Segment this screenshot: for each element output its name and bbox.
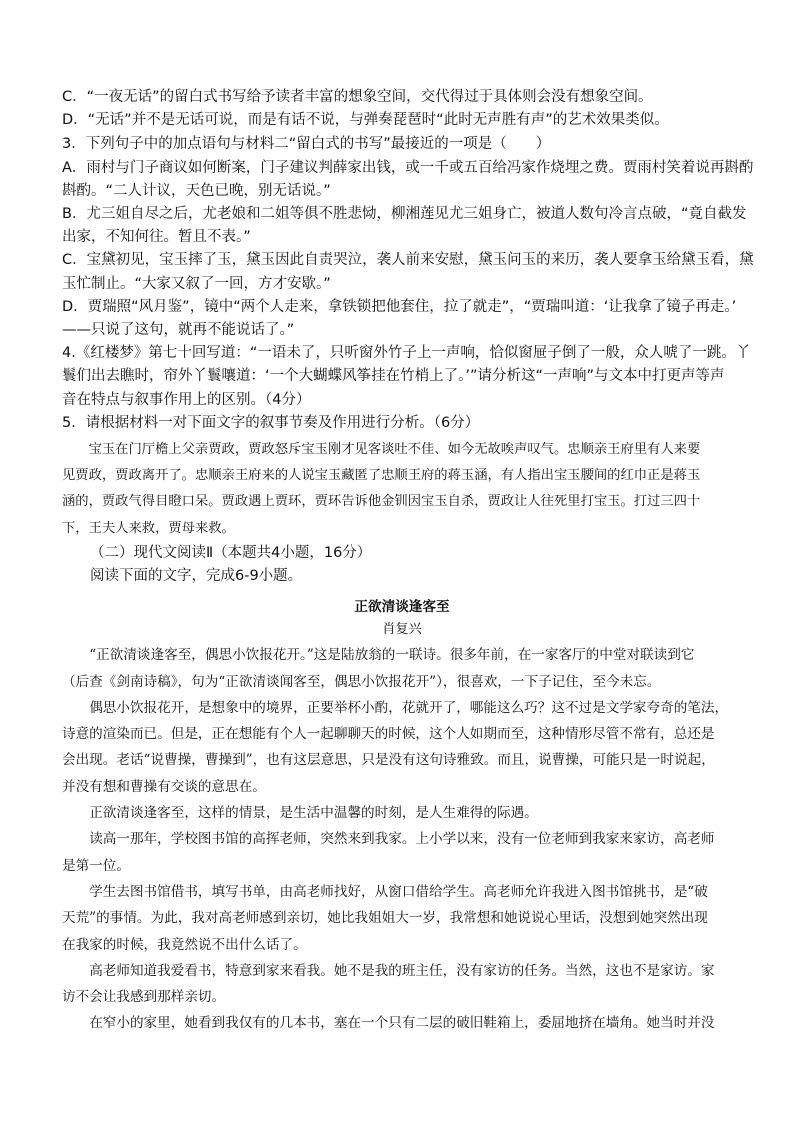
article-title: 正欲清谈逢客至 — [354, 599, 450, 616]
article-paragraph-line: 诗意的渲染而已。但是，正在想能有个人一起聊聊天的时候，这个人如期而至，这种情形尽管不常有，总还是 — [62, 726, 715, 743]
article-paragraph-line: 在窄小的家里，她看到我仅有的几本书，塞在一个只有二层的破旧鞋箱上，委屈地挤在墙角。她当时并没 — [89, 1015, 715, 1032]
q5-passage-line: 见贾政，贾政离开了。忠顺亲王府来的人说宝玉藏匿了忠顺王府的蒋玉涵，有人指出宝玉腰间的红巾正是蒋玉 — [62, 468, 701, 484]
document-page — [62, 86, 754, 1037]
question-4-line3: 音在特点与叙事作用上的区别。（4分） — [62, 391, 311, 408]
section-instruction: 阅读下面的文字，完成6-9小题。 — [90, 568, 303, 585]
article-paragraph-line: “正欲清谈逢客至，偶思小饮报花开。”这是陆放翁的一联诗。很多年前，在一家客厅的中堂对联读到它 — [89, 647, 695, 664]
article-paragraph-line: 读高一那年，学校图书馆的高挥老师，突然来到我家。上小学以来，没有一位老师到我家来家访，高老师 — [89, 831, 715, 848]
article-paragraph-line: 正欲清谈逢客至，这样的情景，是生活中温馨的时刻，是人生难得的际遇。 — [89, 805, 538, 822]
article-paragraph-line: 学生去图书馆借书，填写书单，由高老师找好，从窗口借给学生。高老师允许我进入图书馆挑书，是“破 — [89, 883, 708, 900]
q3-option-a-line2: 斟酌。“二人计议，天色已晚，别无话说。” — [62, 182, 331, 199]
q3-option-d-line2: ——只说了这句，就再不能说话了。” — [62, 322, 295, 339]
question-5-passage — [62, 437, 742, 542]
question-4-line2: 鬟们出去瞧时，帘外丫鬟嚷道：‘一个大蝴蝶风筝挂在竹梢上了。’”请分析这“一声响”与文本中打更声等声 — [62, 368, 725, 385]
question-5-stem: 5．请根据材料一对下面文字的叙事节奏及作用进行分析。（6分） — [62, 414, 480, 431]
article-paragraph-line: 在我家的时候，我竟然说不出什么话了。 — [62, 936, 307, 953]
article-body — [62, 642, 742, 1036]
article-paragraph-line: 高老师知道我爱看书，特意到家来看我。她不是我的班主任，没有家访的任务。当然，这也不是家访。家 — [89, 962, 715, 979]
option-c: C．“一夜无话”的留白式书写给予读者丰富的想象空间，交代得过于具体则会没有想象空间。 — [62, 89, 653, 105]
q3-option-d-line1: D．贾瑞照“风月鉴”，镜中“两个人走来，拿铁锁把他套住，拉了就走”，“贾瑞叫道：‘让我拿了镜子再走。’ — [62, 298, 737, 315]
q3-option-b-line1: B．尤三姐自尽之后，尤老娘和二姐等俱不胜悲恸，柳湘莲见尤三姐身亡，被道人数句冷言点破，“竟自截发 — [62, 206, 747, 223]
q3-option-a-line1: A．雨村与门子商议如何断案，门子建议判薛家出钱，或一千或五百给冯家作烧埋之费。贾雨村笑着说再斟酌 — [62, 159, 754, 176]
section-heading: （二）现代文阅读Ⅱ（本题共4小题，16分） — [90, 544, 372, 561]
question-3-stem: 3．下列句子中的加点语句与材料二“留白式的书写”最接近的一项是（ ） — [62, 136, 551, 153]
q5-passage-line: 涵的，贾政气得目瞪口呆。贾政遇上贾环，贾环告诉他金钏因宝玉自杀，贾政让人往死里打宝玉。打过三四十 — [62, 494, 701, 510]
article-paragraph-line: 偶思小饮报花开，是想象中的境界，正要举杯小酌，花就开了，哪能这么巧？这不过是文学家夸奇的笔法， — [89, 699, 729, 716]
article-paragraph-line: 并没有想和曹操有交谈的意思在。 — [62, 778, 266, 795]
q3-option-c-line1: C．宝黛初见，宝玉摔了玉，黛玉因此自责哭泣，袭人前来安慰，黛玉问玉的来历，袭人要拿玉给黛玉看，黛 — [62, 252, 754, 269]
article-paragraph-line: 会出现。老话“说曹操，曹操到”，也有这层意思，只是没有这句诗雅致。而且，说曹操，可能只是一时说起， — [62, 752, 715, 769]
article-paragraph-line: 是第一位。 — [62, 857, 130, 874]
q3-option-c-line2: 玉忙制止。“大家又叙了一回，方才安歇。” — [62, 275, 331, 292]
article-paragraph-line: （后查《剑南诗稿》，句为“正欲清谈闻客至，偶思小饮报花开”），很喜欢，一下子记住，至今未忘。 — [62, 673, 661, 690]
article-author: 肖复兴 — [382, 622, 422, 638]
option-d: D．“无话”并不是无话可说，而是有话不说，与弹奏琵琶时“此时无声胜有声”的艺术效果类似。 — [62, 112, 669, 129]
q5-passage-line: 下，王夫人来救，贾母来救。 — [62, 520, 235, 536]
article-paragraph-line: 访不会让我感到那样亲切。 — [62, 989, 226, 1006]
question-4-line1: 4.《红楼梦》第七十回写道：“一语未了，只听窗外竹子上一声响，恰似窗屉子倒了一般，众人唬了一跳。丫 — [62, 345, 751, 362]
q5-passage-line: 宝玉在门厅檐上父亲贾政，贾政怒斥宝玉刚才见客谈吐不佳、如今无故唉声叹气。忠顺亲王府里有人来要 — [88, 442, 701, 458]
article-paragraph-line: 天荒”的事情。为此，我对高老师感到亲切，她比我姐姐大一岁，我常想和她说说心里话，没想到她突然出现 — [62, 910, 708, 927]
q3-option-b-line2: 出家，不知何往。暂且不表。” — [62, 229, 251, 246]
